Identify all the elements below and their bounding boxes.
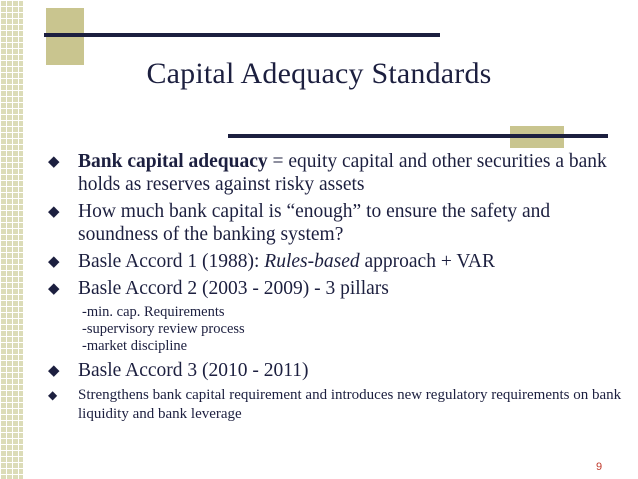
slide-title: Capital Adequacy Standards [146, 57, 492, 90]
bullet-suffix: approach + VAR [359, 251, 495, 272]
diamond-bullet-icon: ◆ [48, 204, 60, 220]
bullet-prefix: Basle Accord 1 (1988): [78, 251, 265, 272]
bullet-definition: = equity capital and other securities a bank holds as reserves against risky assets [78, 151, 607, 195]
bullet-text: How much bank capital is “enough” to ensure the safety and soundness of the banking system? [78, 201, 551, 245]
page-number: 9 [596, 461, 603, 473]
pillar-item: -supervisory review process [82, 321, 245, 337]
bullet-list [48, 150, 623, 424]
bullet-italic: Rules-based [264, 251, 360, 272]
decorative-line-right [228, 134, 608, 138]
diamond-bullet-icon: ◆ [48, 281, 60, 297]
pillar-item: -min. cap. Requirements [82, 304, 225, 320]
bullet-how-much-capital [48, 200, 623, 246]
pillar-item: -market discipline [82, 338, 188, 354]
bullet-text: Basle Accord 2 (2003 - 2009) - 3 pillars [78, 278, 389, 299]
bullet-term: Bank capital adequacy [78, 151, 268, 172]
pillars-list [48, 304, 623, 355]
bullet-basle-accord-1 [48, 250, 623, 273]
bullet-text: Basle Accord 3 (2010 - 2011) [78, 360, 309, 381]
decorative-line-top [44, 33, 440, 37]
diamond-bullet-icon: ◆ [48, 254, 60, 270]
bullet-basle-accord-3 [48, 359, 623, 382]
diamond-bullet-icon: ◆ [48, 388, 58, 402]
diamond-bullet-icon: ◆ [48, 154, 60, 170]
bullet-text: Strengthens bank capital requirement and introduces new regulatory requirements on bank liquidity and bank leverage [78, 387, 622, 422]
diamond-bullet-icon: ◆ [48, 363, 60, 379]
bullet-capital-adequacy [48, 150, 623, 196]
bullet-basle-accord-2 [48, 277, 623, 300]
bullet-strengthens [48, 386, 623, 424]
